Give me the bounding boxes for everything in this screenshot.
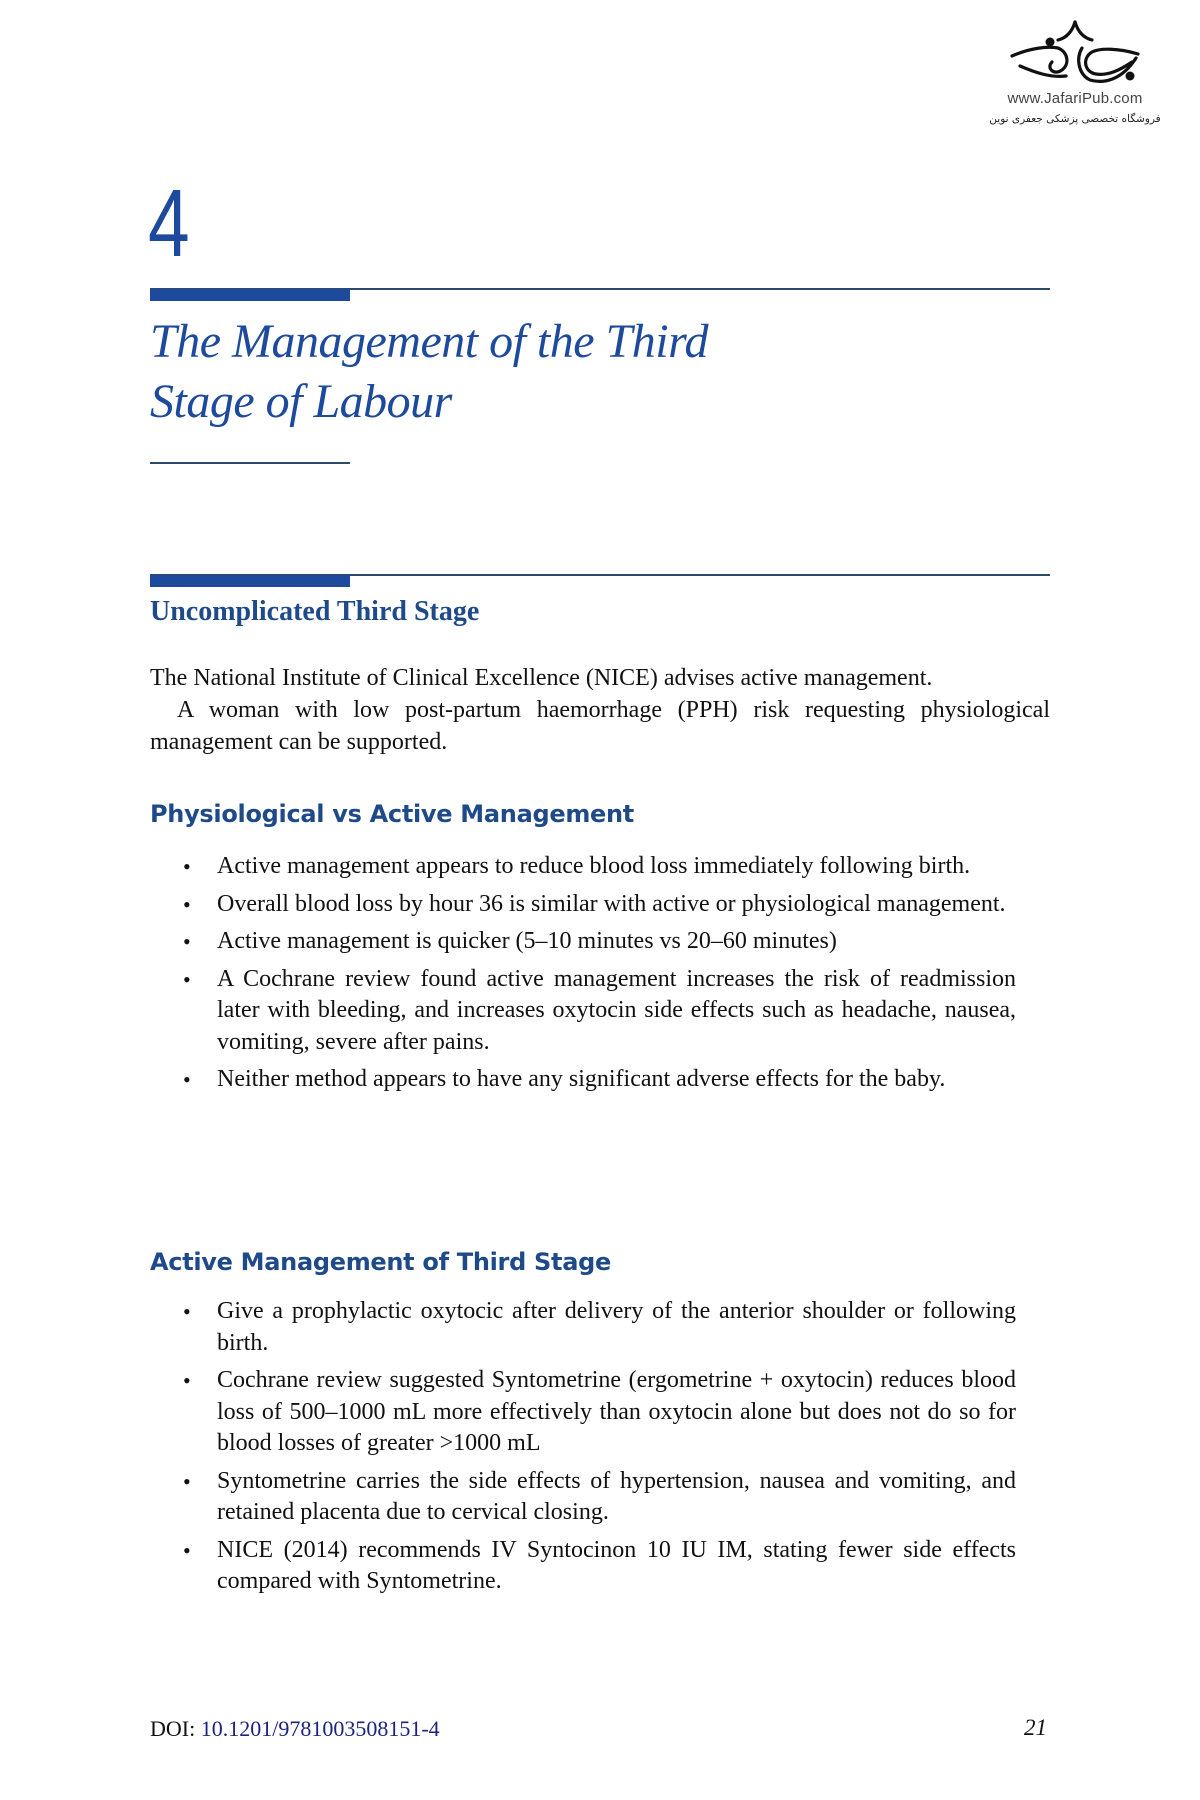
bullet-icon: • — [183, 1299, 191, 1324]
list-item: • Syntometrine carries the side effects of hypertension, nausea and vomiting, and retained placenta due to cervical closing. — [183, 1467, 1016, 1525]
chapter-title-line-2: Stage of Labour — [150, 375, 452, 428]
doi-footer — [150, 1716, 440, 1742]
doi-label: DOI: — [150, 1716, 196, 1741]
chapter-title — [150, 312, 910, 432]
list-item: • A Cochrane review found active management increases the risk of readmission later with bleeding, and increases oxytocin side effects such as headache, nausea, vomiting, severe after pains. — [183, 965, 1016, 1055]
publisher-url: www.JafariPub.com — [1007, 90, 1143, 107]
section-heading-active-management: Active Management of Third Stage — [150, 1248, 611, 1276]
section-heading-uncomplicated: Uncomplicated Third Stage — [150, 596, 480, 627]
list-item: • Active management appears to reduce blood loss immediately following birth. — [183, 851, 1016, 883]
list-item: • Give a prophylactic oxytocic after delivery of the anterior shoulder or following birth. — [183, 1298, 1016, 1356]
section-heading-physiological-vs-active: Physiological vs Active Management — [150, 800, 634, 828]
bullet-icon: • — [183, 1468, 191, 1494]
chapter-accent-bar — [150, 289, 350, 301]
publisher-tagline: فروشگاه تخصصی پزشکی جعفری نوین — [989, 113, 1161, 125]
bullet-icon: • — [183, 1537, 191, 1563]
bullet-list-physiological-vs-active — [183, 851, 1016, 1102]
paragraph: A woman with low post-partum haemorrhage (PPH) risk requesting physiological management can be supported. — [150, 697, 1050, 755]
list-item: • Cochrane review suggested Syntometrine (ergometrine + oxytocin) reduces blood loss of 500–1000 mL more effectively than oxytocin alone but does not do so for blood losses of greater >1000 mL — [183, 1367, 1016, 1456]
title-underline — [150, 462, 350, 464]
publisher-logo — [985, 18, 1165, 125]
section-body-uncomplicated — [150, 662, 1050, 758]
bullet-icon: • — [183, 1368, 191, 1393]
bullet-icon: • — [183, 929, 191, 954]
bullet-icon: • — [183, 891, 191, 917]
bullet-list-active-management — [183, 1296, 1016, 1604]
list-item: • Overall blood loss by hour 36 is similar with active or physiological management. — [183, 889, 1016, 921]
bullet-icon: • — [183, 966, 191, 992]
section-accent-bar — [150, 575, 350, 587]
chapter-title-line-1: The Management of the Third — [150, 315, 708, 368]
list-item: • NICE (2014) recommends IV Syntocinon 10 IU IM, stating fewer side effects compared with Syntometrine. — [183, 1536, 1016, 1594]
list-item: • Neither method appears to have any significant adverse effects for the baby. — [183, 1064, 1016, 1096]
list-item: • Active management is quicker (5–10 minutes vs 20–60 minutes) — [183, 926, 1016, 958]
chapter-number: 4 — [148, 170, 190, 277]
bullet-icon: • — [183, 854, 191, 879]
doi-link[interactable]: 10.1201/9781003508151-4 — [200, 1716, 440, 1741]
paragraph: The National Institute of Clinical Excellence (NICE) advises active management. — [150, 665, 933, 691]
page-number: 21 — [1024, 1715, 1047, 1740]
bullet-icon: • — [183, 1067, 191, 1092]
calligraphy-emblem-icon — [1000, 18, 1150, 88]
